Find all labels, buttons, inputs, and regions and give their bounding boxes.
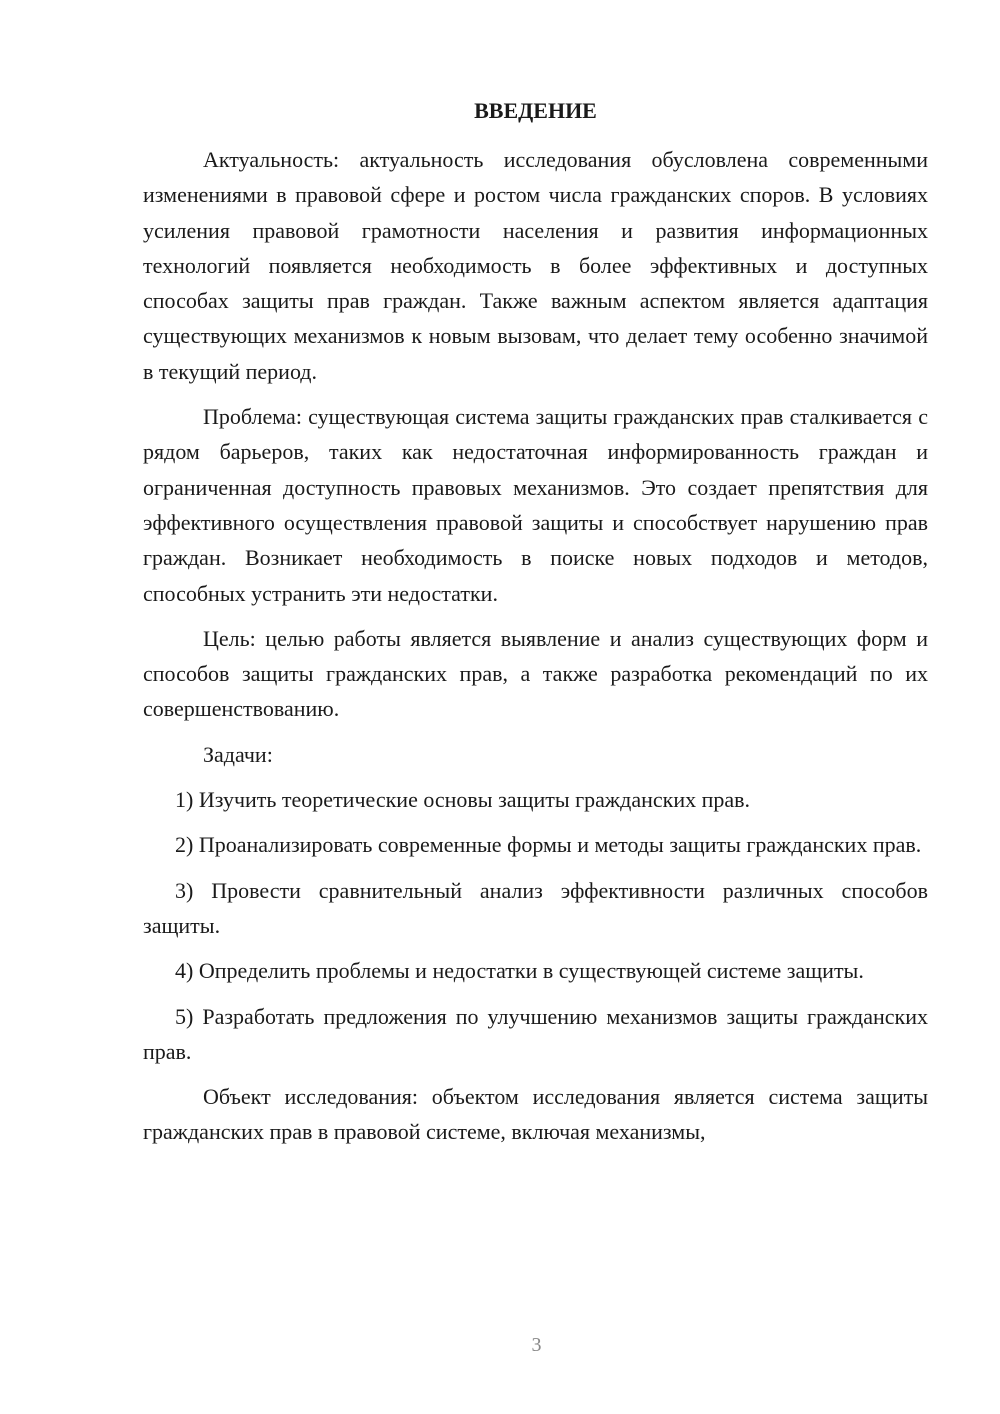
task-item-5: 5) Разработать предложения по улучшению механизмов защиты гражданских прав.	[143, 1003, 928, 1064]
page-title: ВВЕДЕНИЕ	[474, 98, 597, 123]
tasks-heading: Задачи:	[203, 741, 273, 767]
paragraph-goal: Цель: целью работы является выявление и анализ существующих форм и способов защиты гражданских прав, а также разработка рекомендаций по их совершенствованию.	[143, 625, 928, 722]
task-item-1: 1) Изучить теоретические основы защиты гражданских прав.	[175, 787, 751, 813]
task-item-3: 3) Провести сравнительный анализ эффективности различных способов защиты.	[143, 877, 928, 938]
paragraph-problem: Проблема: существующая система защиты гражданских прав сталкивается с рядом барьеров, таких как недостаточная информированность граждан и ограниченная доступность правовых механизмов. Это создает препятствия для эффективного осуществления правовой защиты и способствует нарушению прав граждан. Возникает необходимость в поиске новых подходов и методов, способных устранить эти недостатки.	[143, 404, 928, 606]
task-item-2: 2) Проанализировать современные формы и методы защиты гражданских прав.	[175, 832, 922, 858]
task-item-4: 4) Определить проблемы и недостатки в существующей системе защиты.	[175, 958, 864, 984]
page-number: 3	[531, 1334, 542, 1356]
paragraph-object: Объект исследования: объектом исследования является система защиты гражданских прав в правовой системе, включая механизмы,	[143, 1084, 928, 1145]
document-body	[143, 142, 928, 1160]
paragraph-relevance: Актуальность: актуальность исследования обусловлена современными изменениями в правовой сфере и ростом числа гражданских споров. В условиях усиления правовой грамотности населения и развития информационных технологий появляется необходимость в более эффективных и доступных способах защиты прав граждан. Также важным аспектом является адаптация существующих механизмов к новым вызовам, что делает тему особенно значимой в текущий период.	[143, 147, 928, 384]
